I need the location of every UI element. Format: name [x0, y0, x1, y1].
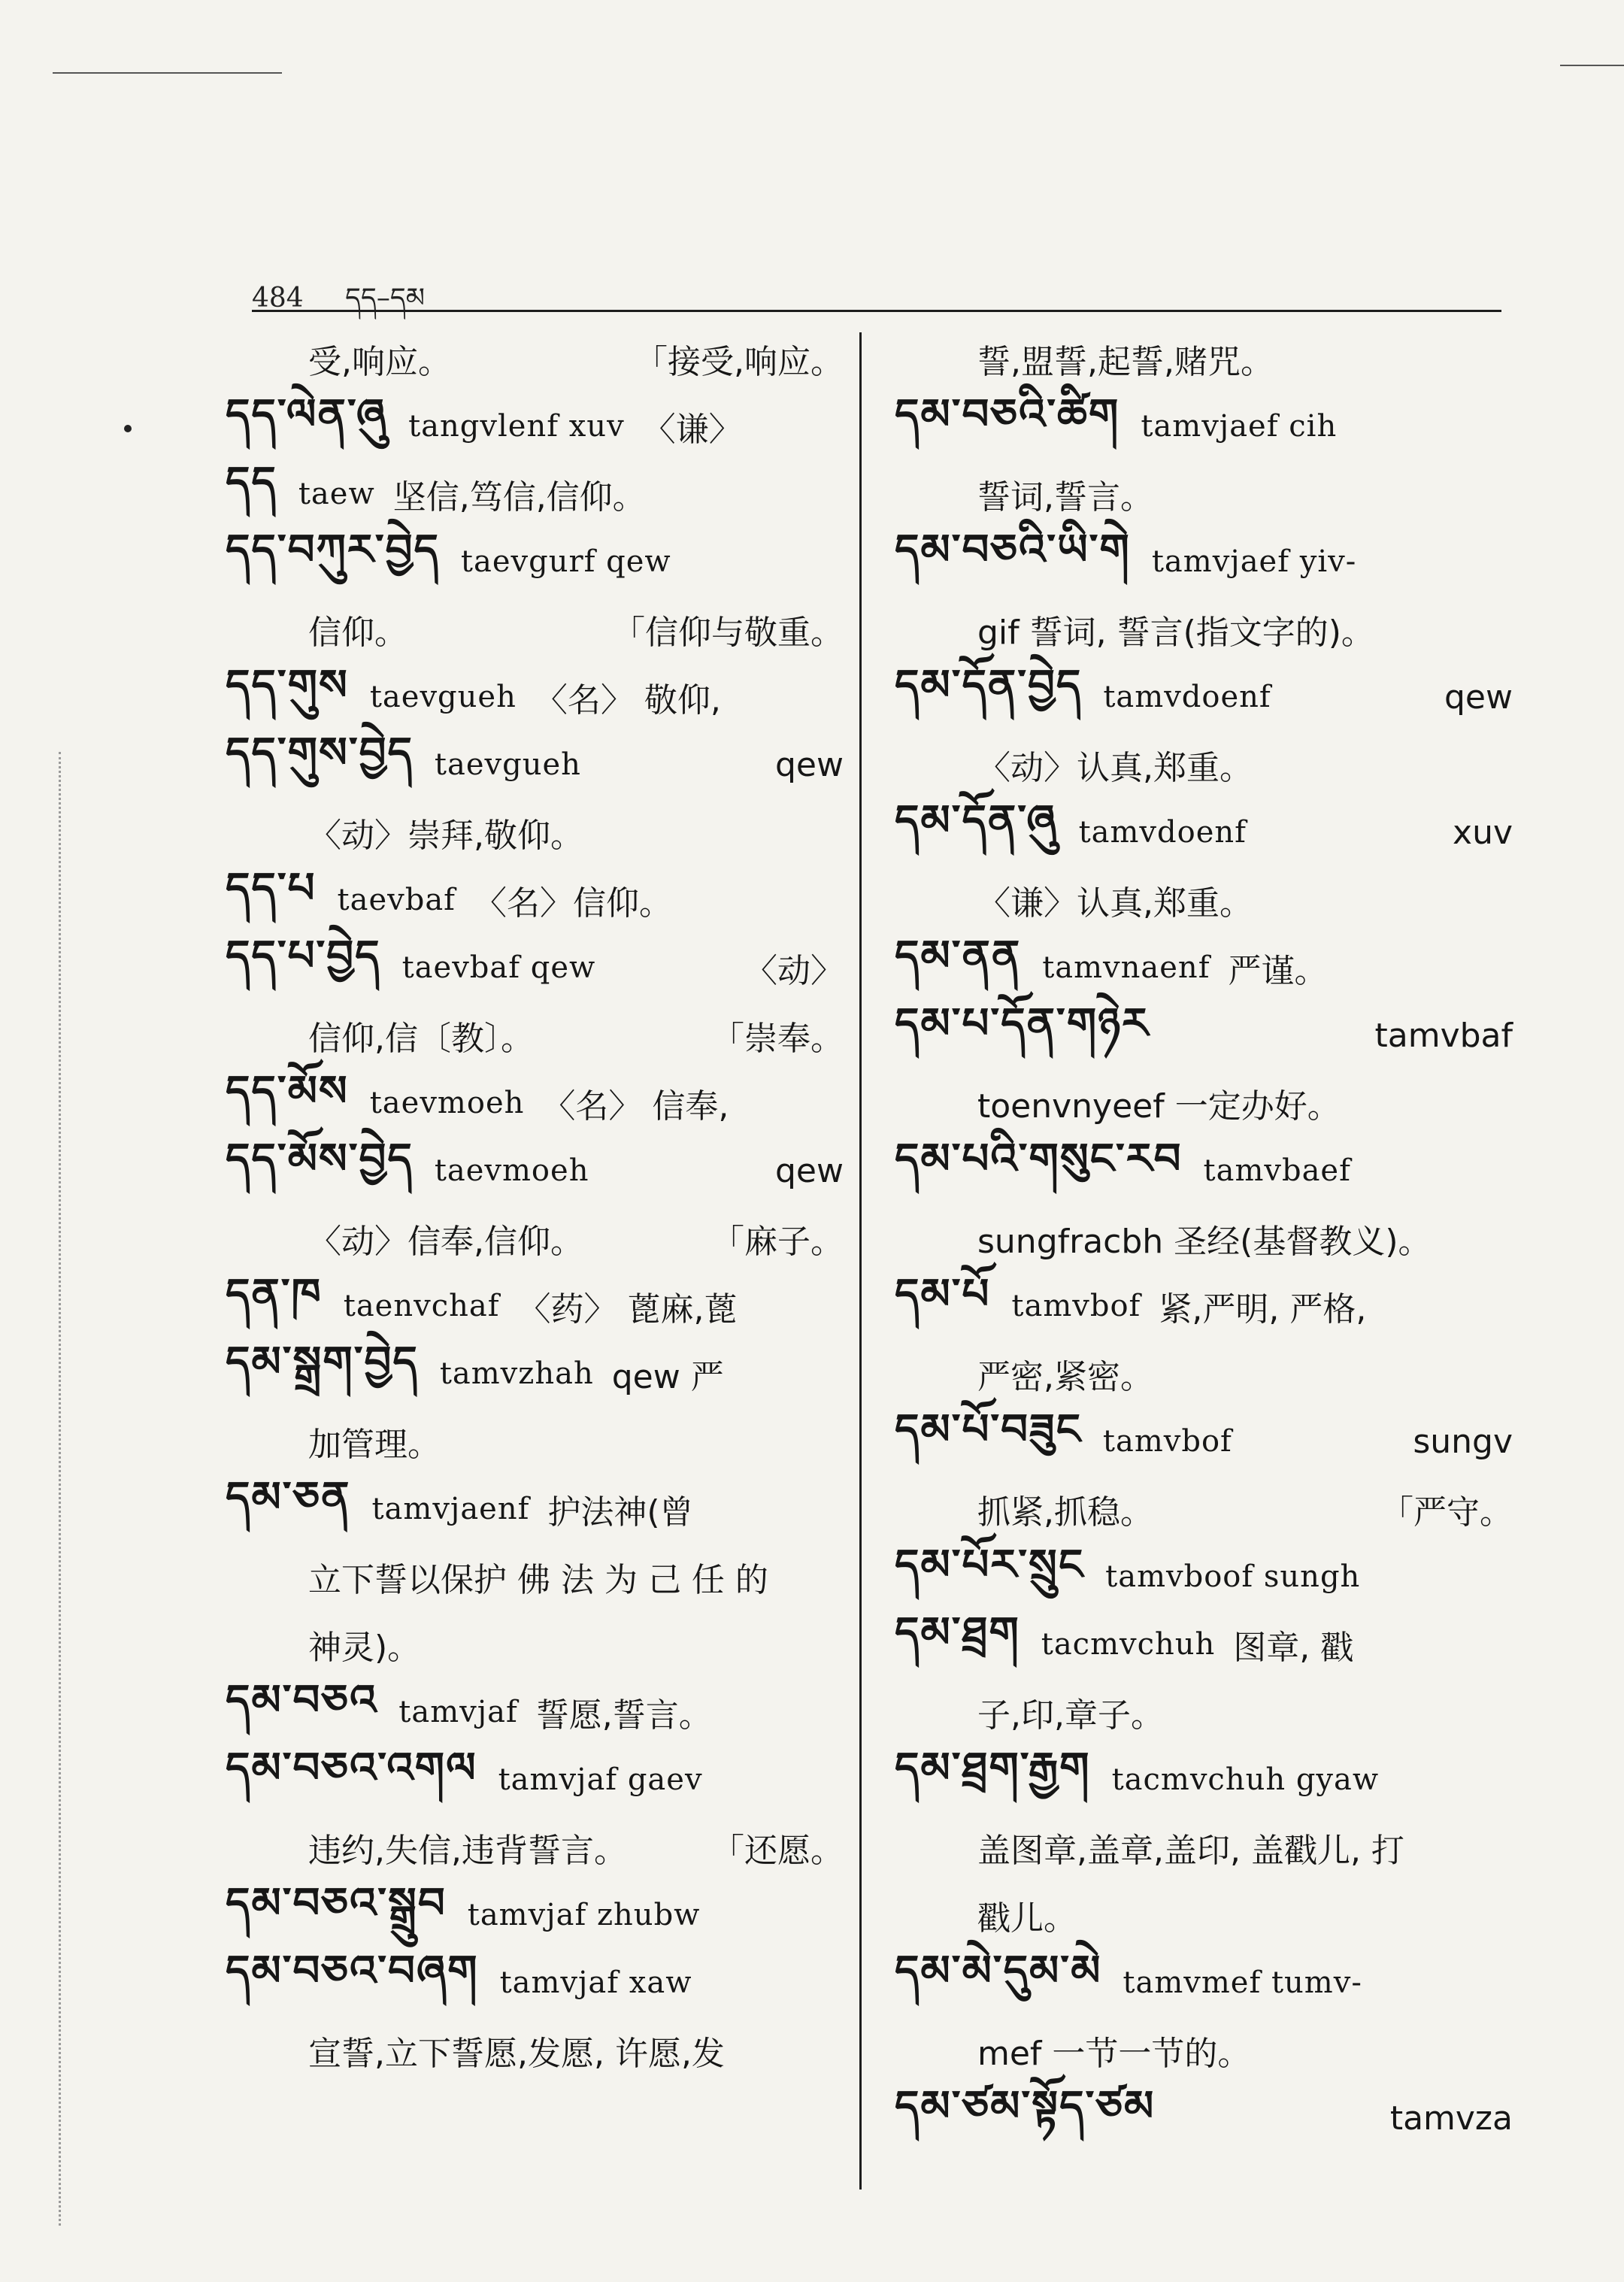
- continuation-text: qew: [775, 1151, 844, 1190]
- dictionary-line: [226, 1949, 850, 2017]
- definition-text: 〈动〉崇拜,敬仰。: [308, 817, 583, 855]
- dictionary-line: [895, 528, 1519, 596]
- tibetan-headword: དད་ལེན་ཞུ: [226, 390, 388, 439]
- romanization: taevgurf qew: [460, 544, 671, 579]
- definition-text: toenvnyeef 一定办好。: [977, 1087, 1341, 1126]
- continuation-text: 「崇奉。: [711, 1020, 844, 1058]
- definition-text: 宣誓,立下誓愿,发愿, 许愿,发: [308, 2035, 725, 2073]
- romanization: tamvzhah: [439, 1356, 594, 1391]
- tibetan-headword: དམ་བཅའ་སྒྲུབ: [226, 1879, 447, 1928]
- tibetan-headword: དམ་མེ་དུམ་མེ: [895, 1947, 1102, 1996]
- dictionary-line: [895, 1814, 1519, 1881]
- tibetan-headword: དམ་བཅའ་བཞག: [226, 1947, 479, 1996]
- romanization: tangvlenf xuv: [408, 409, 625, 444]
- left-gutter-dots: [59, 752, 61, 2226]
- definition-text: 加管理。: [308, 1426, 441, 1464]
- romanization: taevbaf qew: [401, 950, 596, 985]
- dictionary-line: [226, 799, 850, 866]
- tibetan-headword: དམ་སྒྲག་བྱེད: [226, 1338, 419, 1386]
- tibetan-headword: དམ་ཅན: [226, 1473, 351, 1522]
- page-number: 484: [252, 283, 304, 314]
- romanization: taevmoeh: [369, 1086, 525, 1120]
- definition-text: 〈动〉信奉,信仰。: [308, 1223, 583, 1261]
- scan-edge-line-top-right: [1560, 65, 1624, 66]
- dictionary-line: [895, 1949, 1519, 2017]
- continuation-text: qew: [775, 745, 844, 784]
- dictionary-line: [895, 1746, 1519, 1814]
- continuation-text: 「严守。: [1380, 1493, 1513, 1532]
- definition-text: 〈药〉 蓖麻,蓖: [517, 1290, 738, 1329]
- tibetan-headword: དམ་ཐྲག: [895, 1608, 1020, 1657]
- tibetan-headword: དད་གུས: [226, 661, 349, 710]
- definition-text: 盖图章,盖章,盖印, 盖戳儿, 打: [977, 1832, 1404, 1870]
- romanization: tamvjaf gaev: [498, 1762, 703, 1797]
- tibetan-headword: དམ་བཅའི་ཚིག: [895, 390, 1120, 439]
- dictionary-line: [226, 934, 850, 1002]
- dictionary-line: [895, 1272, 1519, 1340]
- definition-text: 〈谦〉: [642, 411, 742, 449]
- left-column: [226, 325, 850, 2084]
- tibetan-headword: དམ་དོན་བྱེད: [895, 661, 1083, 710]
- dictionary-line: [895, 796, 1519, 866]
- tibetan-headword: དམ་པའི་གསུང་རབ: [895, 1135, 1183, 1183]
- dictionary-line: [226, 1543, 850, 1611]
- continuation-text: tamvza: [1389, 2099, 1513, 2138]
- continuation-text: qew: [1444, 677, 1513, 717]
- definition-text: qew 严: [611, 1358, 724, 1396]
- tibetan-headword: དམ་བཅའ: [226, 1676, 378, 1725]
- definition-text: mef 一节一节的。: [977, 2035, 1251, 2073]
- header-rule: [252, 310, 1501, 312]
- tibetan-headword: དད་པ: [226, 864, 317, 913]
- definition-text: 严密,紧密。: [977, 1358, 1153, 1396]
- dictionary-line: [226, 2017, 850, 2084]
- romanization: tamvmef tumv-: [1123, 1965, 1362, 2000]
- definition-text: 戳儿。: [977, 1899, 1077, 1938]
- definition-text: sungfracbh 圣经(基督教义)。: [977, 1223, 1432, 1261]
- definition-text: 坚信,笃信,信仰。: [392, 478, 646, 517]
- definition-text: 誓愿,誓言。: [535, 1696, 712, 1735]
- dictionary-line: [226, 1340, 850, 1408]
- romanization: tamvjaf xaw: [499, 1965, 692, 2000]
- scan-edge-line-top-left: [53, 72, 282, 74]
- tibetan-headword: དད་མོས: [226, 1067, 349, 1116]
- definition-text: 誓词,誓言。: [977, 478, 1153, 517]
- tibetan-headword: དམ་པོར་སྲུང: [895, 1541, 1085, 1590]
- romanization: taevmoeh: [434, 1153, 589, 1188]
- dictionary-line: [226, 1475, 850, 1543]
- continuation-text: 〈动〉: [744, 952, 844, 990]
- definition-text: 立下誓以保护 佛 法 为 己 任 的: [308, 1561, 768, 1599]
- definition-text: gif 誓词, 誓言(指文字的)。: [977, 614, 1374, 652]
- definition-text: 护法神(曾: [547, 1493, 693, 1532]
- romanization: tamvbof: [1011, 1289, 1141, 1323]
- dictionary-line: [895, 1608, 1519, 1678]
- romanization: tamvboof sungh: [1105, 1559, 1361, 1594]
- definition-text: 信仰。: [308, 614, 408, 652]
- definition-text: 紧,严明, 严格,: [1159, 1290, 1367, 1329]
- romanization: tamvdoenf: [1078, 815, 1247, 850]
- romanization: tamvjaf: [398, 1695, 518, 1729]
- tibetan-headword: དམ་པོ་བཟུང: [895, 1405, 1082, 1454]
- dictionary-line: [895, 663, 1519, 731]
- tibetan-headword: དམ་པ་དོན་གཉེར: [895, 999, 1150, 1048]
- right-column: [895, 325, 1519, 2152]
- dictionary-line: [895, 1137, 1519, 1205]
- dictionary-line: [895, 1405, 1519, 1475]
- romanization: tacmvchuh gyaw: [1111, 1762, 1380, 1797]
- romanization: tamvnaenf: [1042, 950, 1210, 985]
- continuation-text: sungv: [1413, 1422, 1513, 1461]
- romanization: tamvjaef yiv-: [1151, 544, 1357, 579]
- tibetan-headword: དམ་བཅའ་འགལ: [226, 1744, 477, 1793]
- definition-text: 〈谦〉认真,郑重。: [977, 884, 1253, 923]
- romanization: taevgueh: [369, 680, 517, 714]
- tibetan-headword: དད: [226, 458, 277, 507]
- definition-text: 神灵)。: [308, 1629, 421, 1667]
- continuation-text: xuv: [1453, 813, 1513, 852]
- romanization: tamvjaenf: [371, 1492, 530, 1526]
- dictionary-line: [226, 528, 850, 596]
- dictionary-line: [226, 731, 850, 799]
- definition-text: 子,印,章子。: [977, 1696, 1164, 1735]
- definition-text: 信仰,信〔教〕。: [308, 1020, 534, 1058]
- column-divider: [859, 332, 862, 2190]
- definition-text: 〈名〉信仰。: [473, 884, 672, 923]
- romanization: tamvbof: [1102, 1424, 1232, 1459]
- dictionary-line: [895, 2084, 1519, 2152]
- definition-text: 受,响应。: [308, 343, 451, 381]
- tibetan-headword: དད་མོས་བྱེད: [226, 1135, 414, 1183]
- dictionary-line: [226, 1137, 850, 1205]
- continuation-text: 「麻子。: [711, 1223, 844, 1261]
- definition-text: 〈名〉 敬仰,: [534, 681, 721, 720]
- tibetan-headword: དད་གུས་བྱེད: [226, 729, 414, 777]
- header-tibetan-range: དད–དམ: [345, 283, 425, 314]
- definition-text: 抓紧,抓稳。: [977, 1493, 1153, 1532]
- tibetan-headword: དད་པ་བྱེད: [226, 932, 381, 980]
- tibetan-headword: དམ་དོན་ཞུ: [895, 796, 1058, 845]
- romanization: tamvdoenf: [1103, 680, 1271, 714]
- tibetan-headword: དམ་ཙམ་སྟོད་ཙམ: [895, 2082, 1156, 2131]
- definition-text: 〈名〉 信奉,: [542, 1087, 729, 1126]
- dictionary-line: [226, 1746, 850, 1814]
- romanization: taew: [298, 477, 375, 511]
- tibetan-headword: དམ་པོ: [895, 1270, 991, 1319]
- definition-text: 违约,失信,违背誓言。: [308, 1832, 627, 1870]
- tibetan-headword: དམ་ནན: [895, 932, 1022, 980]
- romanization: tacmvchuh: [1041, 1627, 1216, 1662]
- romanization: tamvjaf zhubw: [467, 1898, 701, 1932]
- scan-speck: [124, 425, 132, 432]
- romanization: tamvjaef cih: [1141, 409, 1338, 444]
- romanization: taenvchaf: [343, 1289, 500, 1323]
- tibetan-headword: དམ་ཐྲག་རྒྱག: [895, 1744, 1091, 1793]
- definition-text: 严谨。: [1228, 952, 1328, 990]
- definition-text: 〈动〉认真,郑重。: [977, 749, 1253, 787]
- romanization: taevbaf: [337, 883, 456, 917]
- tibetan-headword: དད་བཀུར་བྱེད: [226, 526, 440, 574]
- dictionary-line: [226, 392, 850, 460]
- romanization: tamvbaef: [1203, 1153, 1351, 1188]
- definition-text: 图章, 戳: [1233, 1629, 1354, 1667]
- definition-text: 誓,盟誓,起誓,赌咒。: [977, 343, 1274, 381]
- continuation-text: 「还愿。: [711, 1832, 844, 1870]
- dictionary-line: [895, 999, 1519, 1069]
- continuation-text: tamvbaf: [1374, 1016, 1513, 1055]
- dictionary-line: [895, 392, 1519, 460]
- tibetan-headword: དན་ཁ: [226, 1270, 323, 1319]
- continuation-text: 「信仰与敬重。: [612, 614, 844, 652]
- romanization: taevgueh: [434, 747, 581, 782]
- continuation-text: 「接受,响应。: [635, 343, 844, 381]
- tibetan-headword: དམ་བཅའི་ཡི་གེ: [895, 526, 1131, 574]
